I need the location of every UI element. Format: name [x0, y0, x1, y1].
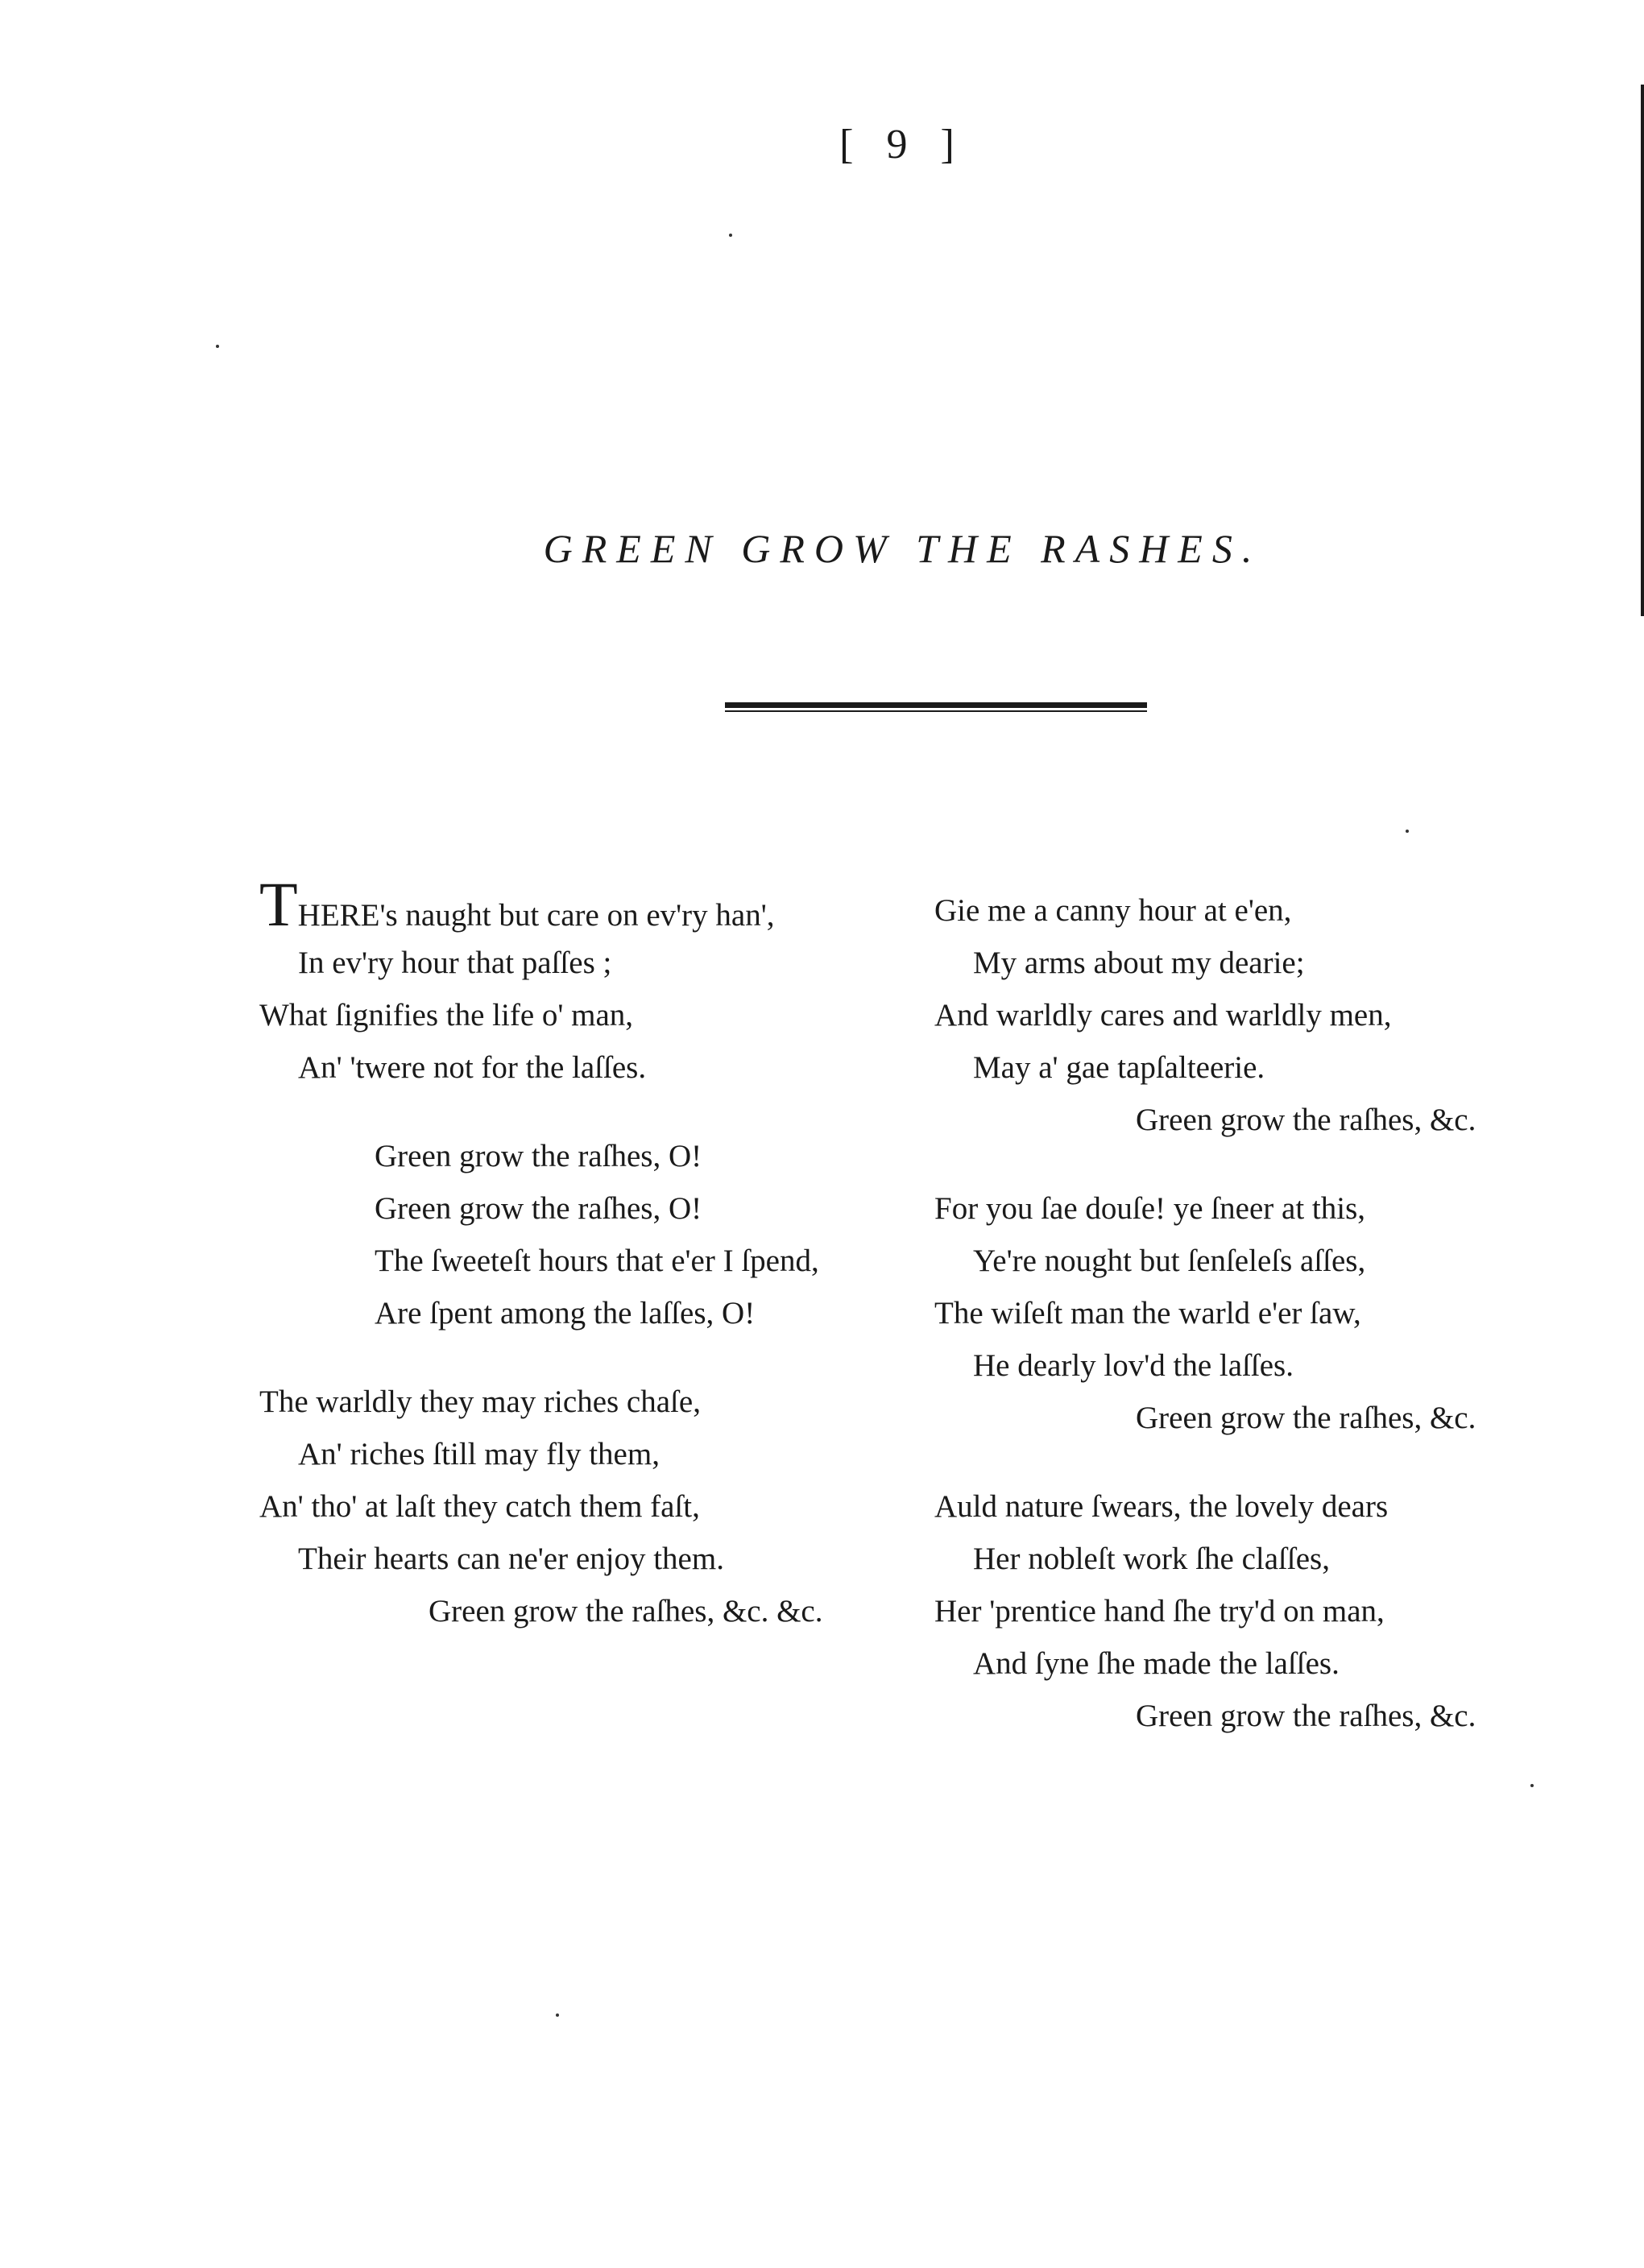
- stanza-2: [259, 1376, 904, 1637]
- stanza-3-line-4: May a' gae tapſalteerie.: [973, 1050, 1265, 1085]
- stanza-5-line-3: Her 'prentice hand ſhe try'd on man,: [934, 1594, 1385, 1629]
- stanza-5: [934, 1480, 1595, 1742]
- ink-speck: [729, 234, 732, 237]
- stanza-3-line-1: Gie me a canny hour at e'en,: [934, 893, 1292, 928]
- stanza-2-line-4: Their hearts can ne'er enjoy them.: [298, 1542, 724, 1576]
- stanza-3-refrain: Green grow the raſhes, &c.: [1136, 1103, 1476, 1137]
- page-number: [ 9 ]: [839, 122, 966, 168]
- stanza-1: [259, 869, 904, 1094]
- stanza-3-line-3: And warldly cares and warldly men,: [934, 998, 1392, 1033]
- stanza-5-refrain: Green grow the raſhes, &c.: [1136, 1699, 1476, 1733]
- stanza-2-line-2: An' riches ſtill may fly them,: [298, 1437, 660, 1471]
- chorus-line-4: Are ſpent among the laſſes, O!: [375, 1296, 756, 1331]
- left-column: [259, 869, 904, 1674]
- stanza-2-refrain: Green grow the raſhes, &c. &c.: [429, 1594, 823, 1629]
- chorus-line-2: Green grow the raſhes, O!: [375, 1191, 702, 1226]
- stanza-4-line-1: For you ſae douſe! ye ſneer at this,: [934, 1191, 1366, 1226]
- stanza-4-line-3: The wiſeſt man the warld e'er ſaw,: [934, 1296, 1361, 1331]
- drop-cap: T: [259, 869, 298, 939]
- stanza-4-line-2: Ye're nought but ſenſeleſs aſſes,: [973, 1244, 1366, 1278]
- title-rule: [725, 702, 1147, 712]
- right-column: [934, 884, 1595, 1778]
- ink-speck: [216, 345, 219, 348]
- chorus: [259, 1130, 904, 1339]
- stanza-5-line-4: And ſyne ſhe made the laſſes.: [973, 1646, 1340, 1681]
- ink-speck: [1406, 830, 1409, 833]
- stanza-3-line-2: My arms about my dearie;: [973, 946, 1305, 980]
- stanza-4-line-4: He dearly lov'd the laſſes.: [973, 1348, 1294, 1383]
- stanza-1-line-3: What ſignifies the life o' man,: [259, 998, 634, 1033]
- stanza-5-line-1: Auld nature ſwears, the lovely dears: [934, 1489, 1389, 1524]
- stanza-1-line-2: In ev'ry hour that paſſes ;: [298, 946, 612, 980]
- stanza-1-line-1: [259, 869, 904, 939]
- ink-speck: [556, 2013, 559, 2017]
- stanza-2-line-3: An' tho' at laſt they catch them faſt,: [259, 1489, 700, 1524]
- stanza-4-refrain: Green grow the raſhes, &c.: [1136, 1401, 1476, 1435]
- stanza-5-line-2: Her nobleſt work ſhe claſſes,: [973, 1542, 1330, 1576]
- stanza-4: [934, 1182, 1595, 1444]
- stanza-3: [934, 884, 1595, 1146]
- chorus-line-3: The ſweeteſt hours that e'er I ſpend,: [375, 1244, 819, 1278]
- stanza-1-line-1-text: HERE's naught but care on ev'ry han',: [297, 898, 775, 933]
- poem-title: GREEN GROW THE RASHES.: [543, 526, 1262, 571]
- stanza-2-line-1: The warldly they may riches chaſe,: [259, 1384, 701, 1419]
- stanza-1-line-4: An' 'twere not for the laſſes.: [298, 1050, 647, 1085]
- chorus-line-1: Green grow the raſhes, O!: [375, 1139, 702, 1173]
- ink-speck: [1530, 1784, 1534, 1787]
